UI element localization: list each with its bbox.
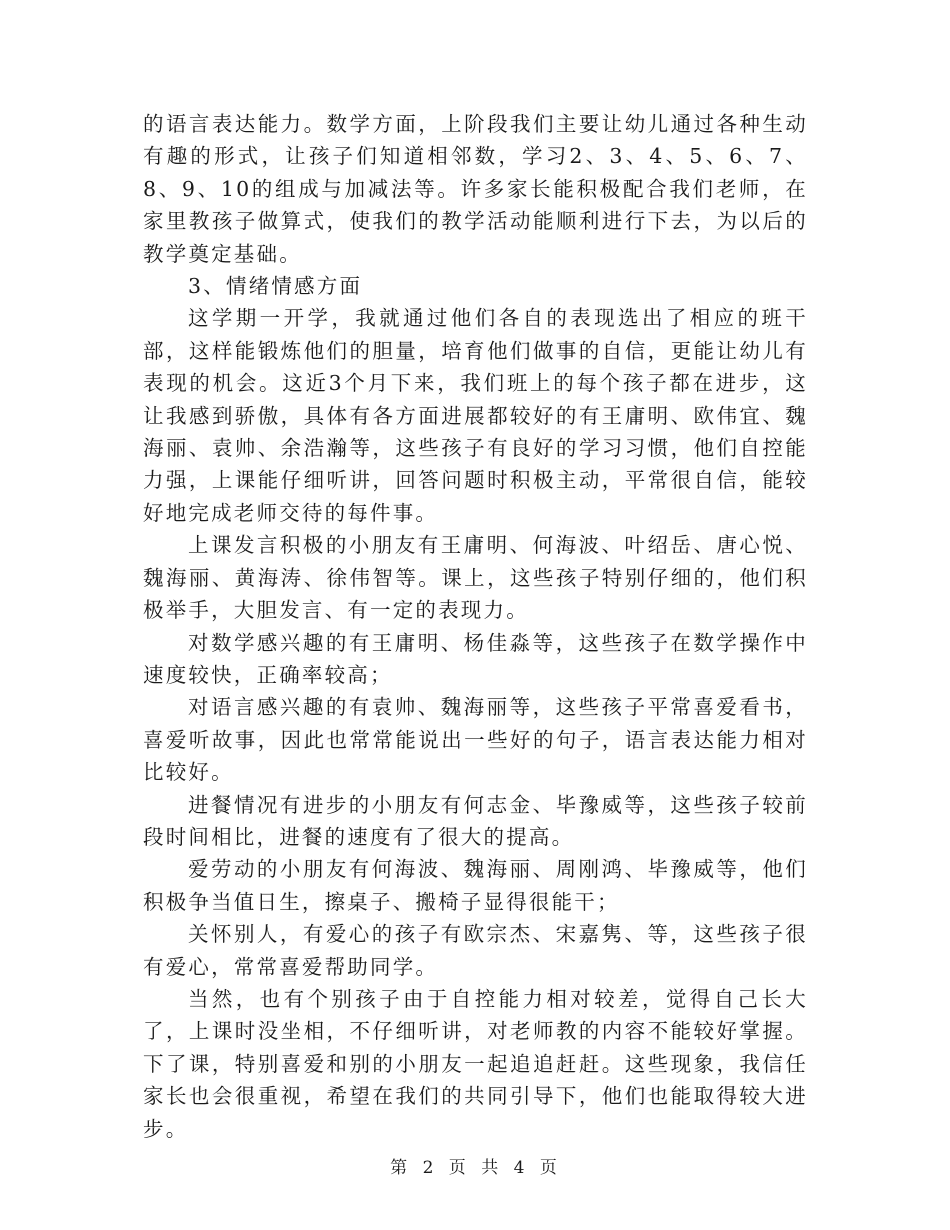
paragraph-eating-progress: 进餐情况有进步的小朋友有何志金、毕豫威等，这些孩子较前段时间相比，进餐的速度有了很大的提高。 — [143, 792, 808, 849]
paragraph-caring: 关怀别人，有爱心的孩子有欧宗杰、宋嘉隽、等，这些孩子很有爱心，常常喜爱帮助同学。 — [143, 922, 808, 979]
paragraph-labor: 爱劳动的小朋友有何海波、魏海丽、周刚鸿、毕豫威等，他们积极争当值日生，擦桌子、搬椅子显得很能干； — [143, 857, 808, 914]
paragraph-class-cadres: 这学期一开学，我就通过他们各自的表现选出了相应的班干部，这样能锻炼他们的胆量，培育他们做事的自信，更能让幼儿有表现的机会。这近3个月下来，我们班上的每个孩子都在进步，这让我感到骄傲，具体有各方面进展都较好的有王庸明、欧伟宜、魏海丽、袁帅、余浩瀚等，这些孩子有良好的学习习惯，他们自控能力强，上课能仔细听讲，回答问题时积极主动，平常很自信，能较好地完成老师交待的每件事。 — [143, 306, 808, 525]
section-heading-emotion: 3、情绪情感方面 — [188, 274, 363, 299]
paragraph-continued: 的语言表达能力。数学方面，上阶段我们主要让幼儿通过各种生动有趣的形式，让孩子们知道相邻数，学习2、3、4、5、6、7、8、9、10的组成与加减法等。许多家长能积极配合我们老师，在家里教孩子做算式，使我们的教学活动能顺利进行下去，为以后的教学奠定基础。 — [143, 112, 808, 266]
paragraph-math-interest: 对数学感兴趣的有王庸明、杨佳淼等，这些孩子在数学操作中速度较快，正确率较高； — [143, 630, 808, 687]
paragraph-active-speakers: 上课发言积极的小朋友有王庸明、何海波、叶绍岳、唐心悦、魏海丽、黄海涛、徐伟智等。课上，这些孩子特别仔细的，他们积极举手，大胆发言、有一定的表现力。 — [143, 533, 808, 623]
page-number-footer: 第 2 页 共 4 页 — [390, 1158, 560, 1178]
paragraph-language-interest: 对语言感兴趣的有袁帅、魏海丽等，这些孩子平常喜爱看书，喜爱听故事，因此也常常能说出一些好的句子，语言表达能力相对比较好。 — [143, 695, 808, 785]
paragraph-self-control: 当然，也有个别孩子由于自控能力相对较差，觉得自己长大了，上课时没坐相，不仔细听讲，对老师教的内容不能较好掌握。下了课，特别喜爱和别的小朋友一起追追赶赶。这些现象，我信任家长也会很重视，希望在我们的共同引导下，他们也能取得较大进步。 — [143, 986, 808, 1141]
document-body — [143, 108, 808, 1145]
